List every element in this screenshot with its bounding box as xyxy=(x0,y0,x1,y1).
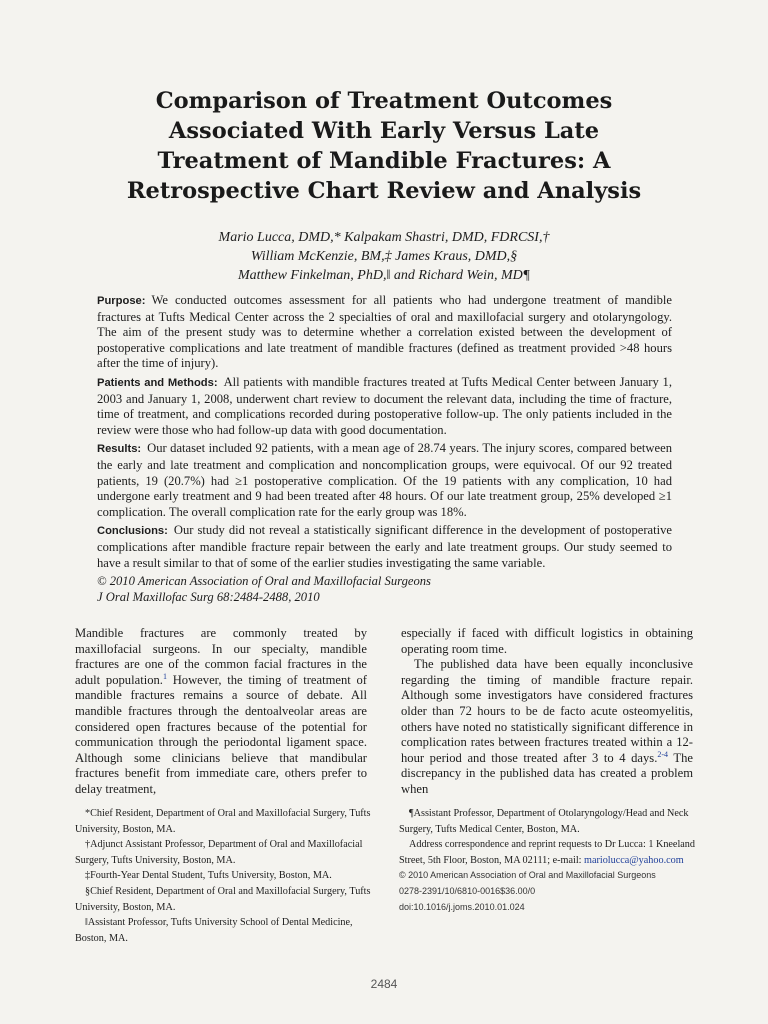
publication-info xyxy=(399,868,695,915)
title-line: Comparison of Treatment Outcomes xyxy=(155,88,613,114)
author-line: Mario Lucca, DMD,* Kalpakam Shastri, DMD, FDRCSI,† xyxy=(218,230,550,245)
conclusions-text: Our study did not reveal a statistically significant difference in the development of postoperative complications after mandible fracture repair between the early and late treatment groups. Our study seemed to have a result similar to that of some of the earlier studies investigating the same variable. xyxy=(97,523,672,570)
correspondence-note xyxy=(399,837,695,868)
body-text: The discrepancy in the published data has created a problem when xyxy=(401,750,693,796)
footnote: §Chief Resident, Department of Oral and Maxillofacial Surgery, Tufts University, Boston, MA. xyxy=(75,885,371,913)
title-line: Associated With Early Versus Late xyxy=(168,118,600,144)
issn-line: 0278-2391/10/6810-0016$36.00/0 xyxy=(399,885,536,896)
body-paragraph: especially if faced with difficult logistics in obtaining operating room time. xyxy=(401,626,693,656)
body-paragraph xyxy=(401,657,693,797)
title-line: Treatment of Mandible Fractures: A xyxy=(157,148,611,174)
journal-citation: J Oral Maxillofac Surg 68:2484-2488, 2010 xyxy=(97,589,320,604)
footnote: ‡Fourth-Year Dental Student, Tufts University, Boston, MA. xyxy=(85,870,332,882)
purpose-label: Purpose: xyxy=(97,295,146,307)
results-label: Results: xyxy=(97,443,142,456)
reference-link[interactable]: 1 xyxy=(162,671,167,681)
reference-link[interactable]: 2-4 xyxy=(657,749,669,759)
copyright-line: © 2010 American Association of Oral and Maxillofacial Surgeons xyxy=(399,870,656,881)
purpose-text: We conducted outcomes assessment for all patients who had undergone treatment of mandible fractures at Tufts Medical Center across the 2 specialties of oral and maxillofacial surgery and otolaryngology. The aim of the present study was to determine whether a correlation existed between the development of postoperative complications and late treatment of mandible fractures (defined as treatment provided >48 hours after the time of injury). xyxy=(97,293,672,371)
footnotes-right xyxy=(399,806,695,915)
footnote: †Adjunct Assistant Professor, Department of Oral and Maxillofacial Surgery, Tufts University, Boston, MA. xyxy=(75,839,363,866)
author-line: William McKenzie, BM,‡ James Kraus, DMD,§ xyxy=(250,249,518,264)
conclusions-label: Conclusions: xyxy=(97,525,168,538)
article-title xyxy=(70,86,698,206)
footnote: ‖Assistant Professor, Tufts University School of Dental Medicine, Boston, MA. xyxy=(75,917,353,944)
methods-text: All patients with mandible fractures treated at Tufts Medical Center between January 1, 2003 and January 1, 2008, underwent chart review to document the relevant data, including the time of fracture, time of treatment, and complications recorded during postoperative follow-up. The only patients included in the review were those who had follow-up data with good documentation. xyxy=(97,374,672,437)
abstract-methods xyxy=(97,375,672,438)
footnote: *Chief Resident, Department of Oral and Maxillofacial Surgery, Tufts University, Boston, MA. xyxy=(75,808,371,835)
footnote: ¶Assistant Professor, Department of Otolaryngology/Head and Neck Surgery, Tufts Medical Center, Boston, MA. xyxy=(399,808,689,835)
correspondence-text: Address correspondence and reprint requests to Dr Lucca: 1 Kneeland Street, 5th Floor, Boston, MA 02111; e-mail: xyxy=(399,839,695,866)
abstract-copyright: © 2010 American Association of Oral and Maxillofacial Surgeons xyxy=(97,574,431,589)
author-list xyxy=(70,228,698,285)
abstract xyxy=(97,293,672,605)
author-line: Matthew Finkelman, PhD,‖ and Richard Wein, MD¶ xyxy=(237,268,531,283)
page-number: 2484 xyxy=(370,977,398,991)
doi-line: doi:10.1016/j.joms.2010.01.024 xyxy=(399,901,525,912)
body-paragraph xyxy=(75,626,367,798)
title-line: Retrospective Chart Review and Analysis xyxy=(126,178,642,204)
footnotes-left xyxy=(75,806,371,946)
body-column-left xyxy=(75,626,367,798)
results-text: Our dataset included 92 patients, with a mean age of 28.74 years. The injury scores, compared between the early and late treatment and complication and noncomplication groups, were equivocal. Of our 92 treated patients, 19 (20.7%) had ≥1 postoperative complication. Of the 19 patients with any complication, 10 had undergone early treatment and 9 had been treated after 48 hours. Of our late treatment group, 25% developed ≥1 complication. The overall complication rate for the early group was 18%. xyxy=(97,441,672,519)
abstract-conclusions xyxy=(97,523,672,571)
body-text: However, the timing of treatment of mandible fractures remains a source of debate. All mandible fractures through the dentoalveolar areas are considered open fractures because of the potential for communication through the periodontal ligament space. Although some clinicians believe that mandibular fractures benefit from immediate care, others prefer to delay treatment, xyxy=(75,672,367,796)
abstract-results xyxy=(97,441,672,520)
methods-label: Patients and Methods: xyxy=(97,376,218,389)
email-link[interactable]: mariolucca@yahoo.com xyxy=(584,854,684,866)
body-text: Mandible fractures are commonly treated by maxillofacial surgeons. In our specialty, mandible fractures are one of the common facial fractures in the adult population. xyxy=(75,626,367,687)
abstract-purpose xyxy=(97,293,672,372)
body-column-right xyxy=(401,626,693,798)
body-text: The published data have been equally inconclusive regarding the timing of mandible fracture repair. Although some investigators have considered fractures older than 72 hours to be de facto acute osteomyelitis, others have noted no statistically significant difference in complication rates between fractures treated within a 12-hour period and those treated after 3 to 4 days. xyxy=(401,657,693,765)
